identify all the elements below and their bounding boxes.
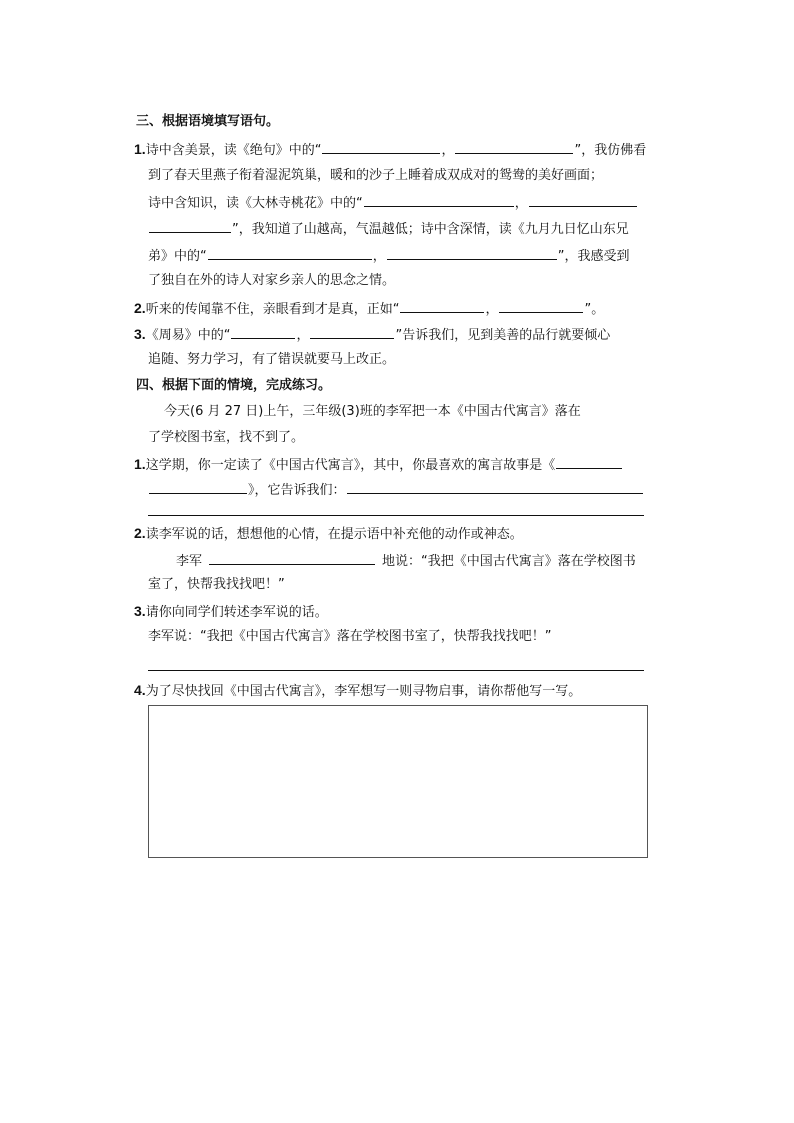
s3-q3-line2: 追随、努力学习，有了错误就要马上改正。 (148, 352, 396, 367)
story-line2: 了学校图书室，找不到了。 (148, 430, 305, 445)
s4-q2-line1: 2.读李军说的话，想想他的心情，在提示语中补充他的动作或神态。 (134, 525, 523, 542)
s3-q1-line5: 弟》中的“ ， ”，我感受到 (148, 245, 630, 265)
answer-blank[interactable] (208, 245, 372, 260)
answer-blank[interactable] (209, 550, 375, 565)
answer-line[interactable] (148, 515, 644, 516)
s4-q3-line1: 3.请你向同学们转述李军说的话。 (134, 603, 328, 620)
s3-q1-line6: 了独自在外的诗人对家乡亲人的思念之情。 (148, 273, 396, 288)
answer-blank[interactable] (322, 139, 440, 154)
s4-q1-line1: 1.这学期，你一定读了《中国古代寓言》，其中，你最喜欢的寓言故事是《 (134, 454, 623, 474)
answer-blank[interactable] (455, 139, 573, 154)
answer-blank[interactable] (529, 192, 637, 207)
answer-blank[interactable] (149, 218, 231, 233)
section-4-heading: 四、根据下面的情境，完成练习。 (136, 378, 332, 393)
s3-q3-line1: 3.《周易》中的“ ， ”告诉我们，见到美善的品行就要倾心 (134, 326, 611, 343)
story-line1: 今天(6 月 27 日)上午，三年级(3)班的李军把一本《中国古代寓言》落在 (164, 404, 581, 419)
s3-q1-line3: 诗中含知识，读《大林寺桃花》中的“ ， (148, 192, 638, 212)
answer-blank[interactable] (231, 324, 295, 339)
s4-q2-line2: 李军 地说：“我把《中国古代寓言》落在学校图书 (176, 550, 636, 570)
s3-q1-line1: 1.诗中含美景，读《绝句》中的“ ， ”，我仿佛看 (134, 141, 647, 158)
answer-line[interactable] (148, 670, 644, 671)
s4-q2-line3: 室了，快帮我找找吧！” (148, 577, 285, 592)
s3-q1-line2: 到了春天里燕子衔着湿泥筑巢，暖和的沙子上睡着成双成对的鸳鸯的美好画面； (148, 168, 604, 183)
answer-blank[interactable] (347, 479, 643, 494)
answer-blank[interactable] (310, 324, 394, 339)
s4-q1-line2: 》，它告诉我们： (148, 479, 644, 499)
writing-box[interactable] (148, 705, 648, 858)
section-3-heading: 三、根据语境填写语句。 (136, 114, 280, 129)
s3-q1-number: 1. (134, 141, 146, 157)
answer-blank[interactable] (387, 245, 557, 260)
s4-q3-line2: 李军说：“我把《中国古代寓言》落在学校图书室了，快帮我找找吧！” (148, 629, 552, 644)
answer-blank[interactable] (499, 298, 583, 313)
s4-q4-line1: 4.为了尽快找回《中国古代寓言》，李军想写一则寻物启事，请你帮他写一写。 (134, 682, 582, 699)
answer-blank[interactable] (556, 454, 622, 469)
answer-blank[interactable] (400, 298, 484, 313)
s3-q2: 2.听来的传闻靠不住，亲眼看到才是真，正如“ ， ”。 (134, 300, 605, 317)
s3-q1-line4: ”，我知道了山越高，气温越低；诗中含深情，读《九月九日忆山东兄 (148, 218, 629, 238)
answer-blank[interactable] (149, 479, 247, 494)
answer-blank[interactable] (364, 192, 514, 207)
